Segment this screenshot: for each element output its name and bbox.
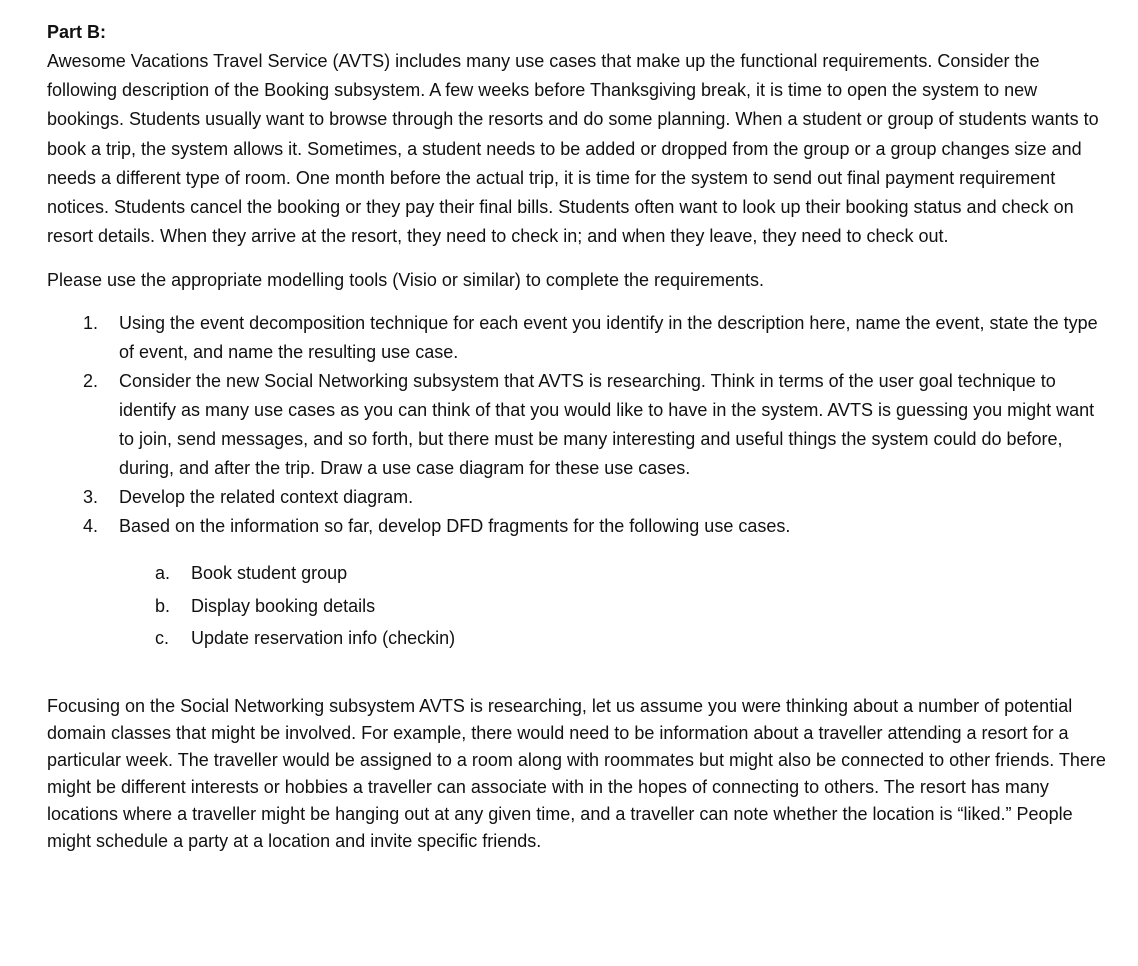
- subtask-letter: a.: [155, 563, 171, 584]
- task-item: [47, 512, 1107, 541]
- task-text: Based on the information so far, develop DFD fragments for the following use cases.: [119, 516, 791, 537]
- subtask-item: [47, 557, 1107, 590]
- intro-paragraph: Awesome Vacations Travel Service (AVTS) includes many use cases that make up the functional requirements. Consider the following description of the Booking subsystem. A few weeks before Thanksgiving break, it is time to open the system to new bookings. Students usually want to browse through the resorts and do some planning. When a student or group of students wants to book a trip, the system allows it. Sometimes, a student needs to be added or dropped from the group or a group changes size and needs a different type of room. One month before the actual trip, it is time for the system to send out final payment requirement notices. Students cancel the booking or they pay their final bills. Students often want to look up their booking status and check on resort details. When they arrive at the resort, they need to check in; and when they leave, they need to check out.: [47, 51, 1099, 247]
- task-item: [47, 483, 1107, 512]
- task-text: Using the event decomposition technique for each event you identify in the description here, name the event, state the type of event, and name the resulting use case.: [119, 313, 1098, 363]
- subtask-letter: b.: [155, 595, 171, 616]
- task-number: 4.: [83, 516, 99, 537]
- subtask-list: [47, 557, 1107, 655]
- task-text: Consider the new Social Networking subsystem that AVTS is researching. Think in terms of the user goal technique to identify as many use cases as you can think of that you would like to have in the system. AVTS is guessing you might want to join, send messages, and so forth, but there must be many interesting and useful things the system could do before, during, and after the trip. Draw a use case diagram for these use cases.: [119, 371, 1095, 479]
- task-text: Develop the related context diagram.: [119, 487, 414, 508]
- document-page: [47, 18, 1107, 855]
- instruction-paragraph: Please use the appropriate modelling tools (Visio or similar) to complete the requirements.: [47, 270, 765, 291]
- task-item: [47, 309, 1107, 367]
- subtask-text: Book student group: [191, 563, 348, 584]
- subtask-item: [47, 590, 1107, 623]
- task-number: 2.: [83, 371, 99, 392]
- subtask-letter: c.: [155, 628, 170, 649]
- task-list: [47, 309, 1107, 541]
- subtask-text: Update reservation info (checkin): [191, 628, 456, 649]
- task-item: [47, 367, 1107, 483]
- section-heading: Part B:: [47, 22, 107, 42]
- task-number: 1.: [83, 313, 99, 334]
- closing-paragraph: Focusing on the Social Networking subsystem AVTS is researching, let us assume you were thinking about a number of potential domain classes that might be involved. For example, there would need to be information about a traveller attending a resort for a particular week. The traveller would be assigned to a room along with roommates but might also be connected to other friends. There might be different interests or hobbies a traveller can associate with in the hopes of connecting to others. The resort has many locations where a traveller might be hanging out at any given time, and a traveller can note whether the location is “liked.” People might schedule a party at a location and invite specific friends.: [47, 695, 1106, 851]
- subtask-text: Display booking details: [191, 595, 376, 616]
- subtask-item: [47, 622, 1107, 655]
- task-number: 3.: [83, 487, 99, 508]
